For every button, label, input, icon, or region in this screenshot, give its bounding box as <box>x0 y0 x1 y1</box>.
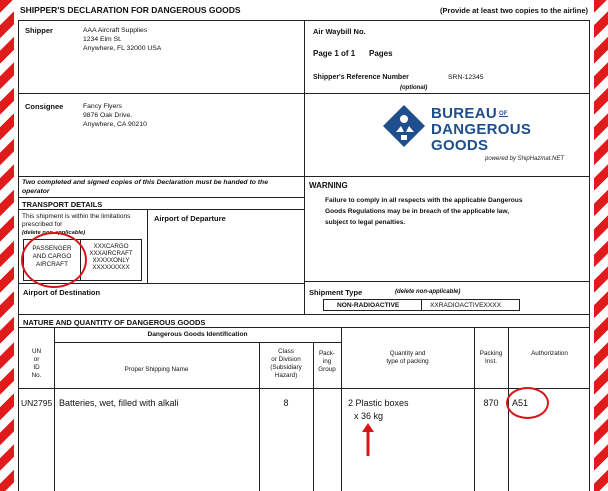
col-pi-line-2: Inst. <box>485 358 497 365</box>
row-shipping-name: Batteries, wet, filled with alkali <box>59 398 179 408</box>
consignee-line-2: 9876 Oak Drive. <box>83 112 133 119</box>
shipper-line-1: AAA Aircraft Supplies <box>83 27 148 34</box>
passenger-line-3: AIRCRAFT <box>36 261 68 268</box>
col-pg-line-1: Pack- <box>318 350 336 357</box>
page-count: Page 1 of 1 <box>313 49 356 58</box>
col-pi-line-1: Packing <box>479 350 503 357</box>
logo-word-goods: GOODS <box>431 137 489 155</box>
form-header <box>18 0 590 20</box>
passenger-line-1: PASSENGER <box>32 245 72 252</box>
row-un-number: UN2795 <box>21 398 53 408</box>
hazard-border-right <box>594 0 608 491</box>
col-authorization: Authorization <box>531 350 568 357</box>
shipment-type-section <box>304 281 590 315</box>
air-waybill-label: Air Waybill No. <box>313 27 366 36</box>
copies-instruction: (Provide at least two copies to the airline) <box>440 6 588 15</box>
consignee-section <box>18 93 305 177</box>
shipment-type-delete-note: (delete non-applicable) <box>395 289 461 295</box>
col-class-line-1: Class <box>278 348 294 355</box>
diamond-icon <box>382 104 426 148</box>
radioactive-option <box>421 299 520 311</box>
departure-section <box>147 209 305 284</box>
header-row-divider <box>19 388 589 389</box>
col-shipping-name: Proper Shipping Name <box>124 366 189 373</box>
row-authorization: A51 <box>512 398 529 408</box>
col-class-line-3: (Subsidiary <box>270 364 302 371</box>
logo-word-of: OF <box>498 111 508 118</box>
col-class-line-2: or Division <box>271 356 301 363</box>
col-quantity <box>341 350 474 366</box>
destination-section <box>18 283 305 315</box>
warning-text: Failure to comply in all respects with the applicable Dangerous Goods Regulations may be in breach of the applicable law, subject to legal penalties. <box>325 197 523 226</box>
reference-label: Shipper's Reference Number <box>313 74 409 81</box>
shipper-address <box>83 26 161 53</box>
passenger-cargo-circle <box>21 232 87 288</box>
departure-label: Airport of Departure <box>154 214 226 223</box>
reference-value: SRN-12345 <box>448 74 484 81</box>
passenger-line-2: AND CARGO <box>32 253 72 260</box>
non-radioactive-label: NON-RADIOACTIVE <box>337 302 400 309</box>
bureau-logo <box>335 104 585 170</box>
air-waybill-section <box>304 20 590 94</box>
copies-note: Two completed and signed copies of this Declaration must be handed to the operator <box>22 179 268 195</box>
row-packing-inst: 870 <box>483 398 499 408</box>
consignee-label: Consignee <box>25 102 64 111</box>
hazard-border-left <box>0 0 14 491</box>
transport-details-label: TRANSPORT DETAILS <box>22 200 103 209</box>
warning-label: WARNING <box>309 181 348 190</box>
optional-note: (optional) <box>400 85 428 91</box>
warning-section <box>304 176 590 282</box>
limitation-delete-note: (delete non-applicable) <box>22 230 86 236</box>
shipper-line-2: 1234 Elm St. <box>83 36 122 43</box>
col-pg-line-2: ing <box>322 358 332 365</box>
nature-label: NATURE AND QUANTITY OF DANGEROUS GOODS <box>23 318 206 327</box>
logo-word-dangerous: DANGEROUS <box>431 121 532 139</box>
col-pg-line-3: Group <box>318 366 336 373</box>
consignee-address <box>83 102 147 129</box>
copies-note-section <box>18 176 305 198</box>
form-title: SHIPPER'S DECLARATION FOR DANGEROUS GOODS <box>20 5 241 15</box>
col-qty-line-2: type of packing <box>386 358 429 365</box>
logo-wordmark <box>431 106 531 154</box>
shipper-label: Shipper <box>25 26 53 35</box>
shipper-section <box>18 20 305 94</box>
destination-label: Airport of Destination <box>23 288 101 297</box>
consignee-line-3: Anywhere, CA 90210 <box>83 121 147 128</box>
cargo-line-3: XXXXXONLY <box>92 257 130 264</box>
goods-table <box>18 327 590 491</box>
shipment-type-label: Shipment Type <box>309 288 363 297</box>
radioactive-label: XXRADIOACTIVEXXXX <box>430 302 502 309</box>
col-un-line-1: UN <box>31 348 42 355</box>
declaration-form <box>18 0 590 491</box>
cargo-line-2: XXXAIRCRAFT <box>89 250 133 257</box>
non-radioactive-option <box>323 299 422 311</box>
logo-section <box>304 93 590 177</box>
col-un <box>19 348 54 380</box>
shipper-line-3: Anywhere, FL 32000 USA <box>83 45 162 52</box>
col-un-line-2: or <box>33 356 40 363</box>
col-class-line-4: Hazard) <box>274 372 298 379</box>
group-divider <box>54 342 341 343</box>
cargo-line-1: XXXCARGO <box>93 243 129 250</box>
logo-word-bureau: BUREAU <box>431 105 497 122</box>
cargo-only-option <box>80 239 142 281</box>
consignee-line-1: Fancy Flyers <box>83 103 122 110</box>
col-packing-group <box>313 350 341 374</box>
powered-by: powered by ShipHazmat.NET <box>485 156 565 162</box>
col-qty-line-1: Quantity and <box>389 350 426 357</box>
authorization-circle <box>506 387 549 419</box>
pages-label: Pages <box>369 49 393 58</box>
limitation-text: This shipment is within the limitations prescribed for <box>22 213 131 228</box>
col-class <box>259 348 313 380</box>
row-quantity-1: 2 Plastic boxes <box>348 398 409 408</box>
col-un-line-3: ID <box>33 364 40 371</box>
col-divider-1 <box>54 328 55 491</box>
row-quantity-2: x 36 kg <box>354 411 384 421</box>
row-class: 8 <box>283 398 289 408</box>
group-label: Dangerous Goods Identification <box>147 331 248 338</box>
arrow-up-icon <box>361 422 375 458</box>
nature-header <box>18 314 590 328</box>
cargo-line-4: XXXXXXXXX <box>92 264 130 271</box>
col-packing-inst <box>474 350 508 366</box>
col-un-line-4: No. <box>31 372 42 379</box>
